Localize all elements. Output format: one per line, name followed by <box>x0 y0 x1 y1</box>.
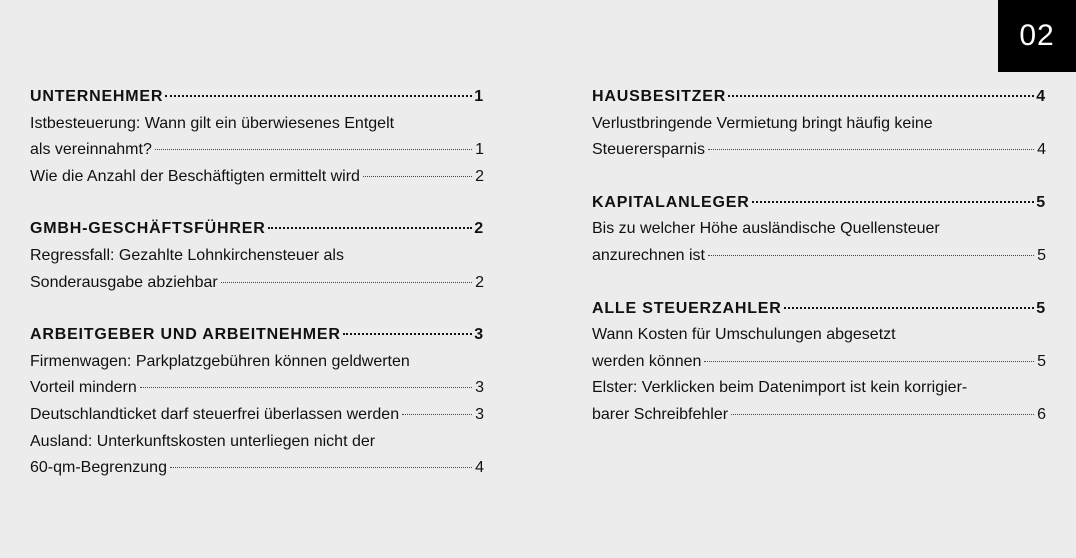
section-heading-page-number: 3 <box>474 326 484 344</box>
toc-entry-line-page-number: 3 <box>475 405 484 423</box>
toc-entry-line <box>592 402 1046 429</box>
section-heading-text: ALLE STEUERZAHLER <box>592 299 782 317</box>
toc-entry-line <box>592 216 1046 243</box>
dot-leader <box>728 95 1034 97</box>
toc-entry-line-text: als vereinnahmt? <box>30 141 152 159</box>
section-heading-text: GMBH-GESCHÄFTSFÜHRER <box>30 220 266 238</box>
toc-section-alle-steuerzahler <box>592 296 1046 429</box>
toc-section-arbeitgeber-und-arbeitnehmer <box>30 322 484 482</box>
section-heading-page-number: 4 <box>1036 88 1046 105</box>
dot-leader <box>170 467 472 468</box>
toc-section-unternehmer <box>30 84 484 190</box>
toc-entry-line-text: 60-qm-Begrenzung <box>30 459 167 477</box>
section-heading <box>592 190 1046 217</box>
toc-section-hausbesitzer <box>592 84 1046 164</box>
toc-entry-line-text: Ausland: Unterkunftskosten unterliegen nicht der <box>30 432 376 450</box>
toc-section-gmbh-geschaeftsfuehrer <box>30 216 484 296</box>
toc-entry-line-text: Regressfall: Gezahlte Lohnkirchensteuer als <box>30 246 344 264</box>
toc-entry-line-page-number: 5 <box>1037 246 1046 264</box>
toc-entry-line-text: Sonderausgabe abziehbar <box>30 273 218 291</box>
section-heading-page-number: 5 <box>1036 299 1046 317</box>
toc-entry-line-text: Elster: Verklicken beim Datenimport ist kein korrigier- <box>592 379 968 397</box>
dot-leader <box>708 255 1034 256</box>
dot-leader <box>140 387 472 388</box>
dot-leader <box>221 282 472 283</box>
toc-entry-line <box>30 137 484 164</box>
toc-entry-line <box>592 322 1046 349</box>
toc-entry-line <box>30 243 484 270</box>
dot-leader <box>752 201 1035 203</box>
toc-entry-line-text: barer Schreibfehler <box>592 405 729 423</box>
toc-entry-line <box>592 375 1046 402</box>
toc-entry-line-text: Firmenwagen: Parkplatzgebühren können geldwerten <box>30 352 410 370</box>
toc-entry-line-page-number: 6 <box>1037 405 1046 423</box>
toc-entry-line-page-number: 4 <box>1037 141 1046 159</box>
toc-entry-line <box>592 349 1046 376</box>
section-heading-page-number: 2 <box>474 220 484 238</box>
toc-entry-line-page-number: 1 <box>475 141 484 159</box>
toc-entry-line-page-number: 2 <box>475 273 484 291</box>
toc-section-kapitalanleger <box>592 190 1046 270</box>
dot-leader <box>363 176 472 177</box>
toc-entry-line-page-number: 5 <box>1037 352 1046 370</box>
toc-entry-line <box>30 349 484 376</box>
toc-entry-line-text: Vorteil mindern <box>30 379 137 397</box>
section-heading-page-number: 5 <box>1036 193 1046 211</box>
toc-entry-line-text: Deutschlandticket darf steuerfrei überlassen werden <box>30 405 400 423</box>
dot-leader <box>268 227 473 229</box>
section-heading-text: KAPITALANLEGER <box>592 193 750 211</box>
toc-entry-line <box>30 270 484 297</box>
toc-entry-line <box>30 402 484 429</box>
section-heading <box>30 216 484 243</box>
toc-entry-line-text: Steuerersparnis <box>592 141 705 159</box>
section-heading <box>30 322 484 349</box>
dot-leader <box>731 414 1034 415</box>
toc-entry-line <box>592 111 1046 138</box>
dot-leader <box>784 307 1035 309</box>
dot-leader <box>165 95 472 97</box>
toc-entry-line <box>30 429 484 456</box>
dot-leader <box>343 333 473 335</box>
section-heading <box>592 84 1046 111</box>
toc-entry-line <box>30 375 484 402</box>
toc-entry-line-page-number: 3 <box>475 379 484 397</box>
toc-entry-line <box>30 455 484 482</box>
toc-entry-line-text: werden können <box>592 352 702 370</box>
page-number-badge: 02 <box>998 0 1076 72</box>
toc-left-column <box>30 84 484 508</box>
toc-entry-line-text: anzurechnen ist <box>592 246 705 264</box>
toc-entry-line-text: Bis zu welcher Höhe ausländische Quellensteuer <box>592 220 940 238</box>
toc-entry-line <box>30 111 484 138</box>
toc-entry-line <box>30 164 484 191</box>
toc-entry-line <box>592 137 1046 164</box>
section-heading <box>592 296 1046 323</box>
section-heading-page-number: 1 <box>474 88 484 105</box>
toc-entry-line-text: Wann Kosten für Umschulungen abgesetzt <box>592 326 896 344</box>
section-heading-text: HAUSBESITZER <box>592 88 727 105</box>
section-heading-text: ARBEITGEBER UND ARBEITNEHMER <box>30 326 341 344</box>
section-heading <box>30 84 484 111</box>
dot-leader <box>704 361 1034 362</box>
toc-entry-line-page-number: 4 <box>475 459 484 477</box>
toc-right-column <box>592 84 1046 455</box>
toc-entry-line-text: Istbesteuerung: Wann gilt ein überwiesenes Entgelt <box>30 114 395 132</box>
toc-entry-line <box>592 243 1046 270</box>
dot-leader <box>402 414 472 415</box>
toc-entry-line-text: Wie die Anzahl der Beschäftigten ermittelt wird <box>30 167 360 185</box>
toc-entry-line-text: Verlustbringende Vermietung bringt häufig keine <box>592 114 933 132</box>
section-heading-text: UNTERNEHMER <box>30 88 164 105</box>
dot-leader <box>155 149 472 150</box>
dot-leader <box>708 149 1034 150</box>
toc-entry-line-page-number: 2 <box>475 167 484 185</box>
